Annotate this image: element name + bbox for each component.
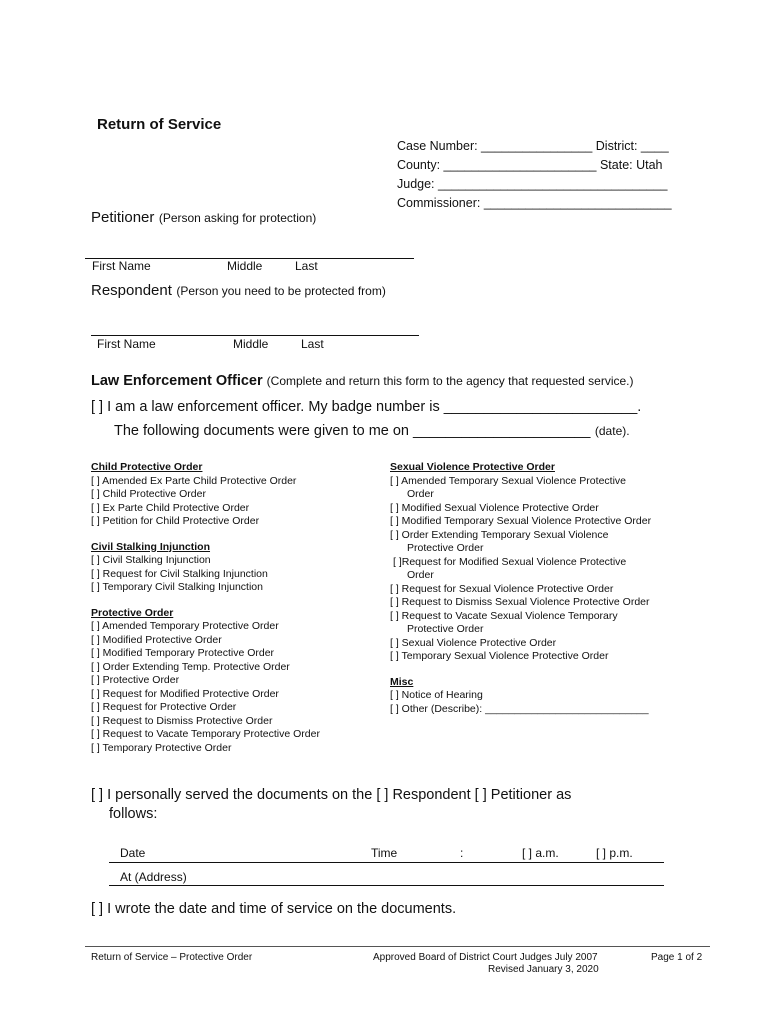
checkbox-item[interactable]: [ ] Ex Parte Child Protective Order [91,501,250,514]
respondent-name-line[interactable] [91,335,419,336]
date-label: Date [120,846,146,860]
left-document-column [91,461,320,755]
leo-label: Law Enforcement Officer [91,373,263,389]
case-number-line: Case Number: ________________ District: ____ [397,139,669,153]
checkbox-item[interactable]: [ ] Request for Modified Protective Order [91,687,279,700]
respondent-heading [91,282,386,300]
checkbox-item[interactable]: [ ] Temporary Civil Stalking Injunction [91,581,263,593]
am-checkbox[interactable]: [ ] a.m. [522,846,559,860]
misc-heading: Misc [390,675,414,688]
checkbox-item[interactable]: [ ] Sexual Violence Protective Order [390,636,557,649]
footer-page-number: Page 1 of 2 [651,952,703,963]
judge-line: Judge: _________________________________ [397,177,668,191]
respondent-last-name: Last [301,337,324,351]
checkbox-item[interactable]: [ ] Request to Vacate Sexual Violence Temporary [390,609,618,622]
wrote-date-time-line[interactable]: [ ] I wrote the date and time of service on the documents. [91,901,457,917]
right-document-column [390,461,651,716]
checkbox-item[interactable]: [ ] Amended Ex Parte Child Protective Order [91,474,297,487]
checkbox-item[interactable]: [ ] Order Extending Temporary Sexual Violence [390,528,609,541]
petitioner-first-name: First Name [92,259,151,273]
checkbox-item[interactable]: [ ] Petition for Child Protective Order [91,515,260,527]
checkbox-item[interactable]: [ ] Modified Temporary Sexual Violence Protective Order [390,515,652,527]
address-line[interactable] [109,885,664,886]
checkbox-item[interactable]: [ ] Modified Temporary Protective Order [91,647,275,659]
checkbox-item[interactable]: [ ] Modified Sexual Violence Protective Order [390,501,599,514]
petitioner-last-name: Last [295,259,318,273]
protective-order-heading: Protective Order [91,606,174,619]
footer-divider [85,946,710,947]
petitioner-label: Petitioner [91,209,155,226]
checkbox-item[interactable]: [ ] Civil Stalking Injunction [91,554,211,566]
checkbox-item[interactable]: [ ]Request for Modified Sexual Violence Protective [393,555,627,568]
time-label: Time [371,846,398,860]
commissioner-line: Commissioner: ___________________________ [397,196,672,210]
checkbox-item[interactable]: [ ] Child Protective Order [91,488,206,500]
documents-date-text: The following documents were given to me on ______________________ [114,423,591,439]
checkbox-item[interactable]: [ ] Request for Civil Stalking Injunction [91,567,268,580]
form-title: Return of Service [97,116,222,133]
footer-approval: Approved Board of District Court Judges July 2007 [373,952,598,963]
checkbox-item[interactable]: [ ] Notice of Hearing [390,689,483,701]
respondent-first-name: First Name [97,337,156,351]
time-colon: : [460,846,464,860]
sexual-violence-protective-order-heading: Sexual Violence Protective Order [390,461,555,473]
checkbox-item[interactable]: [ ] Amended Temporary Protective Order [91,620,279,632]
checkbox-item[interactable]: [ ] Request to Dismiss Protective Order [91,714,273,727]
checkbox-item[interactable]: [ ] Temporary Protective Order [91,741,232,754]
petitioner-heading [91,209,316,227]
checkbox-item[interactable]: [ ] Temporary Sexual Violence Protective Order [390,650,609,662]
child-protective-order-heading: Child Protective Order [91,461,203,473]
county-line: County: ______________________ State: Utah [397,158,663,172]
address-label: At (Address) [120,870,187,884]
respondent-middle-name: Middle [233,337,269,351]
pm-checkbox[interactable]: [ ] p.m. [596,846,633,860]
documents-date-label: (date). [594,424,630,438]
footer-revised: Revised January 3, 2020 [488,964,599,975]
petitioner-note: (Person asking for protection) [158,211,317,225]
respondent-label: Respondent [91,282,172,299]
checkbox-item[interactable]: [ ] Modified Protective Order [91,633,222,646]
checkbox-item[interactable]: [ ] Protective Order [91,674,180,686]
checkbox-item[interactable]: [ ] Request to Dismiss Sexual Violence Protective Order [390,596,650,608]
checkbox-item[interactable]: [ ] Request for Protective Order [91,701,237,713]
badge-number-line[interactable]: [ ] I am a law enforcement officer. My badge number is ________________________. [91,399,642,415]
civil-stalking-injunction-heading: Civil Stalking Injunction [91,540,211,553]
checkbox-item[interactable]: [ ] Amended Temporary Sexual Violence Protective [390,474,626,487]
documents-date-line[interactable] [114,422,630,440]
respondent-note: (Person you need to be protected from) [176,284,386,298]
personally-served-line[interactable]: [ ] I personally served the documents on the [ ] Respondent [ ] Petitioner as [91,787,572,803]
checkbox-item[interactable]: [ ] Request for Sexual Violence Protective Order [390,582,614,595]
checkbox-item[interactable]: [ ] Other (Describe): ____________________________ [390,702,649,715]
checkbox-item-continuation: Order [407,569,434,581]
checkbox-item-continuation: Order [407,488,434,500]
checkbox-item-continuation: Protective Order [407,623,484,635]
petitioner-middle-name: Middle [227,259,263,273]
footer-form-name: Return of Service – Protective Order [91,952,253,963]
leo-note: (Complete and return this form to the agency that requested service.) [266,374,634,388]
checkbox-item-continuation: Protective Order [407,542,484,554]
leo-heading [91,373,634,389]
date-time-line[interactable] [109,862,664,863]
follows-text: follows: [109,806,158,822]
checkbox-item[interactable]: [ ] Request to Vacate Temporary Protective Order [91,728,320,740]
checkbox-item[interactable]: [ ] Order Extending Temp. Protective Order [91,660,290,673]
